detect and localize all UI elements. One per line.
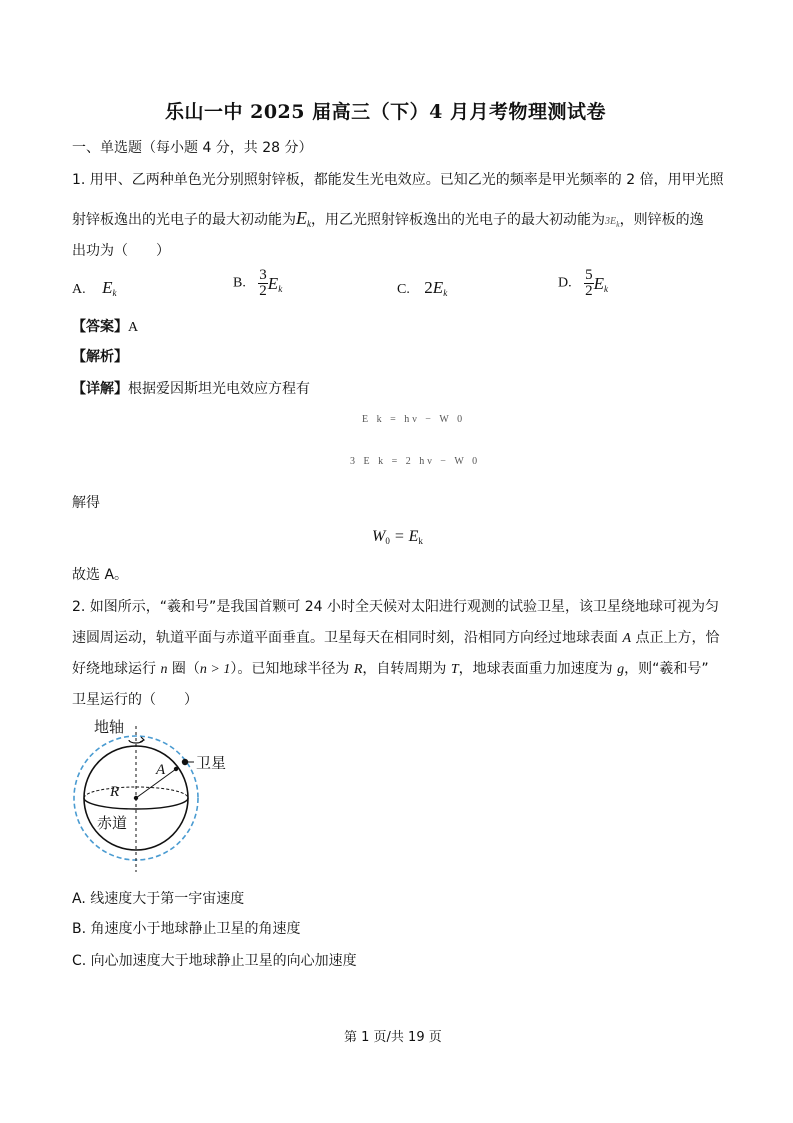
section-header: 一、单选题（每小题 4 分，共 28 分） bbox=[72, 140, 313, 156]
q1-option-d-k: k bbox=[603, 283, 608, 294]
q1-option-d-num: 5 bbox=[585, 267, 593, 283]
q2-cond: n > 1 bbox=[199, 662, 231, 677]
result-w-sub: 0 bbox=[385, 536, 390, 546]
q1-3ek-symbol bbox=[605, 216, 620, 227]
q1-option-b-num: 3 bbox=[259, 267, 267, 283]
q2-line3 bbox=[72, 658, 709, 678]
q2-line4: 卫星运行的（ ） bbox=[72, 692, 198, 708]
q1-option-d-label: D. bbox=[558, 275, 572, 291]
q1-ek-letter: E bbox=[296, 208, 307, 228]
detail-text: 根据爱因斯坦光电效应方程有 bbox=[128, 381, 310, 397]
equator-label: 赤道 bbox=[97, 814, 128, 832]
q2-r: R bbox=[353, 662, 363, 677]
q1-line2-text-b: ，用乙光照射锌板逸出的光电子的最大初动能为 bbox=[311, 212, 605, 228]
satellite-dot bbox=[182, 759, 188, 765]
q1-line3: 出功为（ ） bbox=[72, 243, 170, 259]
q1-option-d-den: 2 bbox=[585, 283, 593, 299]
q2-t: T bbox=[450, 662, 459, 677]
q1-option-c-expr bbox=[433, 278, 447, 297]
equation-2: 3 E k = 2 hν − W 0 bbox=[350, 456, 481, 467]
satellite-orbit-diagram bbox=[70, 712, 250, 882]
q1-conclusion: 故选 A。 bbox=[72, 567, 129, 583]
q1-option-c-k: k bbox=[443, 288, 448, 298]
q2-option-a: A. 线速度大于第一宇宙速度 bbox=[72, 891, 245, 907]
q2-option-b: B. 角速度小于地球静止卫星的角速度 bbox=[72, 921, 301, 937]
q1-line2 bbox=[72, 208, 704, 229]
point-a-label: A bbox=[156, 762, 166, 778]
q1-option-b-k: k bbox=[278, 283, 283, 294]
q2-line2 bbox=[72, 627, 719, 647]
q1-option-a bbox=[72, 278, 116, 298]
q1-option-b-label: B. bbox=[233, 275, 246, 291]
q2-line2-b: 点正上方，恰 bbox=[631, 630, 720, 646]
satellite-label: 卫星 bbox=[196, 754, 227, 772]
q1-3ek-letter: 3E bbox=[605, 216, 617, 227]
q2-g: g bbox=[617, 662, 625, 677]
q1-option-c bbox=[397, 278, 447, 298]
q1-option-b bbox=[233, 268, 282, 299]
q1-option-a-expr bbox=[102, 278, 116, 297]
q1-ek-sub: k bbox=[307, 219, 311, 229]
result-eq: = E bbox=[389, 528, 419, 545]
q2-n: n bbox=[160, 662, 168, 677]
result-w: W bbox=[372, 528, 386, 545]
q1-line2-text-c: ，则锌板的逸 bbox=[619, 212, 704, 228]
q2-line3-a: 好绕地球运行 bbox=[72, 661, 161, 677]
earth-center-dot bbox=[134, 796, 138, 800]
q2-line3-d: ，自转周期为 bbox=[362, 661, 451, 677]
detail-line bbox=[72, 378, 310, 398]
result-k: k bbox=[418, 536, 423, 546]
answer-value: A bbox=[128, 320, 139, 335]
q2-point-a: A bbox=[622, 631, 632, 646]
q2-line3-b: 圈（ bbox=[167, 661, 200, 677]
q1-line1: 1. 用甲、乙两种单色光分别照射锌板，都能发生光电效应。已知乙光的频率是甲光频率的 2 倍，用甲光照 bbox=[72, 172, 724, 188]
q2-line3-c: ）。已知地球半径为 bbox=[230, 661, 354, 677]
axis-label: 地轴 bbox=[94, 718, 125, 736]
point-a-dot bbox=[174, 767, 178, 771]
q2-line2-a: 速圆周运动，轨道平面与赤道平面垂直。卫星每天在相同时刻，沿相同方向经过地球表面 bbox=[72, 630, 623, 646]
analysis-tag: 【解析】 bbox=[72, 349, 128, 365]
q1-option-b-den: 2 bbox=[259, 283, 267, 299]
answer-tag: 【答案】 bbox=[72, 319, 128, 335]
q1-option-c-coef: 2 bbox=[424, 278, 433, 297]
q1-3ek-sub: k bbox=[616, 220, 620, 229]
q1-line2-text-a: 射锌板逸出的光电子的最大初动能为 bbox=[72, 212, 296, 228]
q1-option-a-k: k bbox=[112, 288, 117, 298]
q2-line3-f: ，则“羲和号” bbox=[624, 661, 709, 677]
solve-label: 解得 bbox=[72, 495, 100, 511]
q2-option-c: C. 向心加速度大于地球静止卫星的向心加速度 bbox=[72, 953, 357, 969]
page-title: 乐山一中 2025 届高三（下）4 月月考物理测试卷 bbox=[165, 101, 606, 123]
q1-option-c-e: E bbox=[432, 278, 444, 297]
q2-line1: 2. 如图所示，“羲和号”是我国首颗可 24 小时全天候对太阳进行观测的试验卫星，该卫星绕地球可视为匀 bbox=[72, 599, 720, 615]
q1-option-d-frac bbox=[584, 268, 594, 299]
result-equation bbox=[372, 526, 423, 546]
q1-ek-symbol bbox=[296, 208, 311, 228]
rotation-arrowhead-icon bbox=[140, 737, 144, 742]
q1-option-a-label: A. bbox=[72, 282, 86, 297]
q1-option-d bbox=[558, 268, 608, 299]
q1-answer-line bbox=[72, 316, 138, 336]
q2-line3-e: ，地球表面重力加速度为 bbox=[458, 661, 618, 677]
page-footer: 第 1 页/共 19 页 bbox=[344, 1030, 442, 1045]
q1-option-b-expr bbox=[268, 274, 282, 293]
q1-option-b-e: E bbox=[267, 273, 279, 293]
detail-tag: 【详解】 bbox=[72, 381, 128, 397]
q1-option-a-e: E bbox=[102, 278, 113, 297]
equation-1: E k = hν − W 0 bbox=[362, 414, 466, 425]
q1-option-d-expr bbox=[594, 274, 608, 293]
q1-option-d-e: E bbox=[593, 273, 604, 293]
radius-label: R bbox=[110, 784, 120, 800]
q1-option-b-frac bbox=[258, 268, 268, 299]
q1-option-c-label: C. bbox=[397, 282, 410, 297]
